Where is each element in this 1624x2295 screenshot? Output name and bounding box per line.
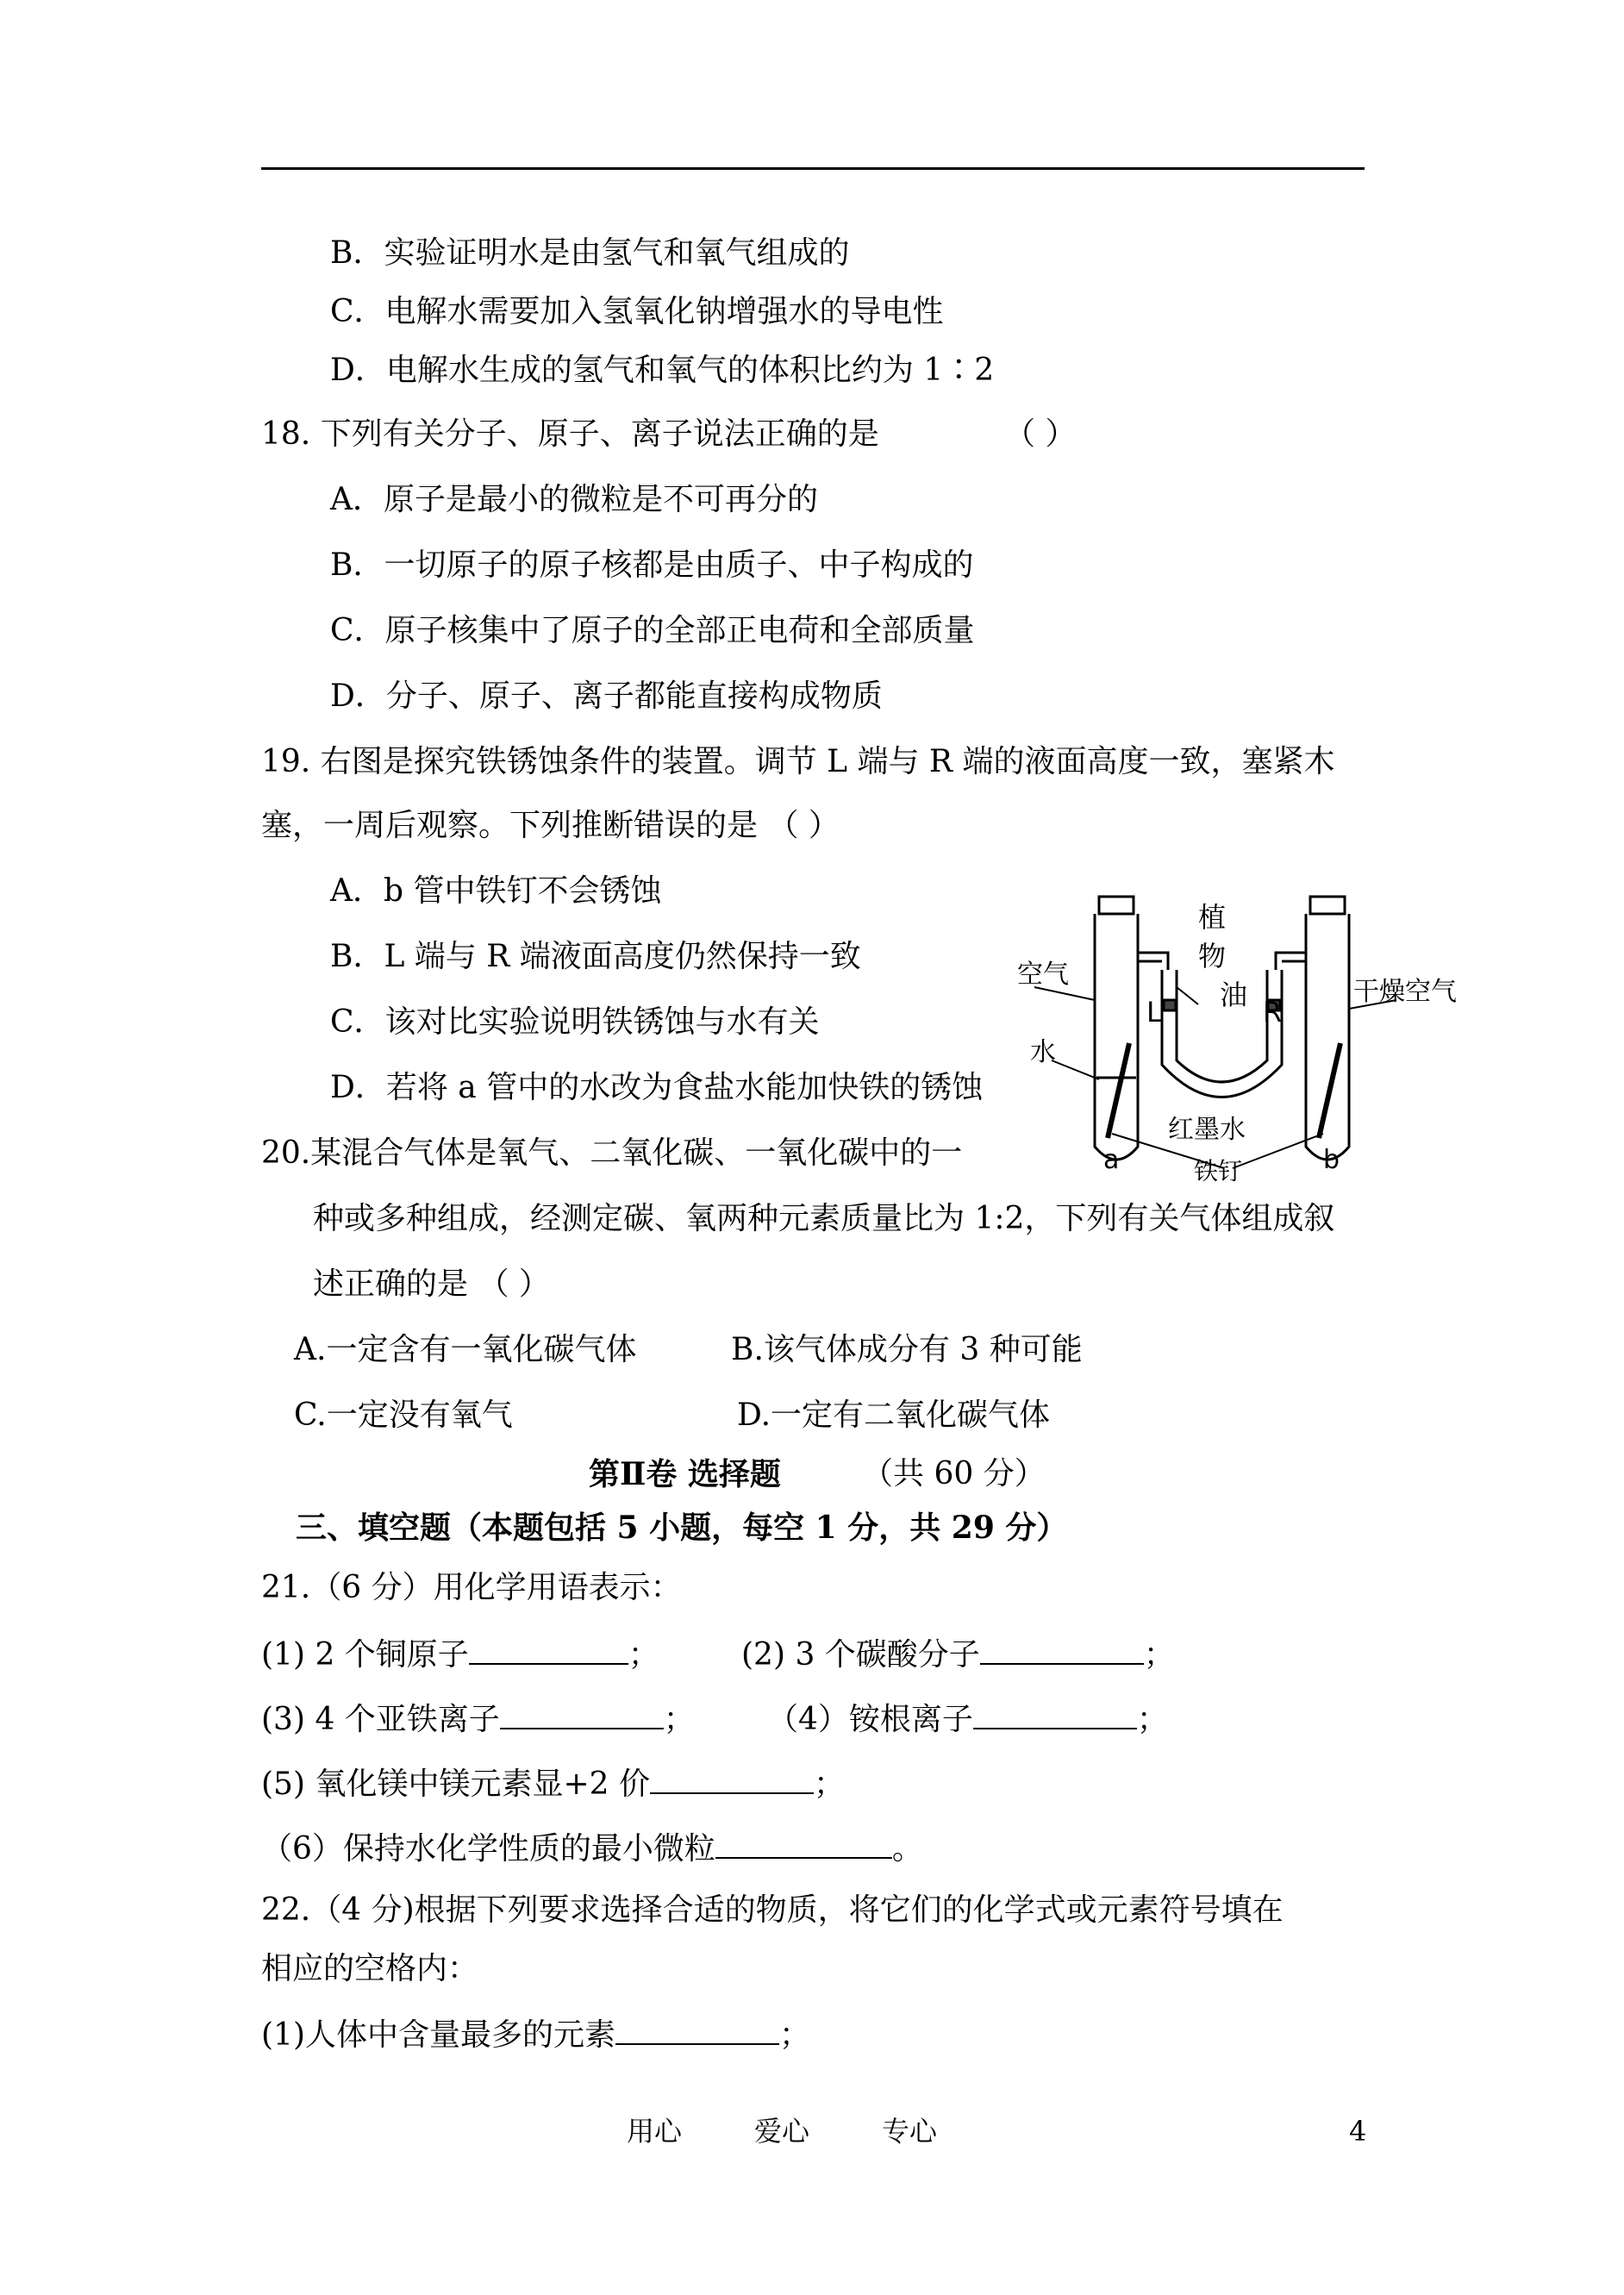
footer-word-2: 爱心 bbox=[754, 2115, 810, 2148]
stopper-a bbox=[1099, 897, 1134, 914]
q21-item2-label: (2) 3 个碳酸分子 bbox=[741, 1637, 980, 1673]
q22-item1 bbox=[261, 2014, 810, 2054]
nail-b bbox=[1319, 1043, 1340, 1138]
q20-option-d: D.一定有二氧化碳气体 bbox=[737, 1398, 1051, 1433]
figure-label-nail: 铁钉 bbox=[1194, 1157, 1243, 1181]
tube-b bbox=[1306, 914, 1349, 1160]
iron-rust-apparatus-figure bbox=[1017, 888, 1465, 1181]
q21-item5-blank[interactable] bbox=[650, 1763, 814, 1794]
q19-option-c: C．该对比实验说明铁锈蚀与水有关 bbox=[330, 1004, 820, 1040]
q17-option-c: C．电解水需要加入氢氧化钠增强水的导电性 bbox=[330, 294, 944, 329]
q20-option-b: B.该气体成分有 3 种可能 bbox=[731, 1332, 1083, 1367]
q21-item1-sep: ； bbox=[628, 1637, 659, 1673]
figure-label-thing: 物 bbox=[1198, 940, 1227, 972]
q21-item4-sep: ； bbox=[1136, 1702, 1168, 1737]
tube-a bbox=[1095, 914, 1138, 1160]
q21-item2-sep: ； bbox=[1143, 1637, 1175, 1673]
connector-right bbox=[1276, 953, 1306, 970]
leader-water bbox=[1052, 1060, 1099, 1079]
q21-item3-sep: ； bbox=[663, 1702, 695, 1737]
q21-item6-label: （6）保持水化学性质的最小微粒 bbox=[261, 1831, 715, 1867]
q22-item1-blank[interactable] bbox=[615, 2014, 779, 2045]
q19-option-a: A．b 管中铁钉不会锈蚀 bbox=[330, 873, 662, 909]
q19-stem-line2: 塞，一周后观察。下列推断错误的是 （ ） bbox=[261, 808, 840, 843]
q21-item1-label: (1) 2 个铜原子 bbox=[261, 1637, 469, 1673]
figure-label-red-ink: 红墨水 bbox=[1168, 1115, 1246, 1145]
q21-item2 bbox=[741, 1634, 1175, 1674]
q18-option-c: C．原子核集中了原子的全部正电荷和全部质量 bbox=[330, 613, 975, 648]
q21-item6-blank[interactable] bbox=[715, 1828, 892, 1859]
q21-item6 bbox=[261, 1828, 923, 1868]
q21-item5 bbox=[261, 1763, 845, 1804]
q21-item3-blank[interactable] bbox=[500, 1698, 664, 1729]
q21-item5-label: (5) 氧化镁中镁元素显+2 价 bbox=[261, 1767, 650, 1802]
q21-item5-sep: ； bbox=[813, 1767, 845, 1802]
figure-label-plant: 植 bbox=[1198, 901, 1227, 934]
q19-stem-line1: 19. 右图是探究铁锈蚀条件的装置。调节 L 端与 R 端的液面高度一致，塞紧木 bbox=[261, 744, 1335, 779]
figure-label-a: a bbox=[1103, 1145, 1120, 1175]
q19-option-d: D．若将 a 管中的水改为食盐水能加快铁的锈蚀 bbox=[330, 1070, 984, 1105]
q17-option-d: D．电解水生成的氢气和氧气的体积比约为 1∶2 bbox=[330, 353, 995, 388]
figure-label-air: 空气 bbox=[1017, 960, 1069, 990]
figure-label-L: L bbox=[1146, 996, 1162, 1029]
connector-left bbox=[1138, 953, 1168, 970]
q20-option-c: C.一定没有氧气 bbox=[294, 1398, 513, 1433]
stopper-b bbox=[1310, 897, 1345, 914]
figure-label-R: R bbox=[1263, 996, 1283, 1029]
q21-item3 bbox=[261, 1698, 695, 1739]
q18-stem: 18. 下列有关分子、原子、离子说法正确的是 bbox=[261, 416, 879, 452]
q22-item1-sep: ； bbox=[779, 2017, 811, 2053]
q21-item1 bbox=[261, 1634, 659, 1674]
q22-item1-label: (1)人体中含量最多的元素 bbox=[261, 2017, 615, 2053]
figure-label-oil: 油 bbox=[1220, 979, 1248, 1011]
q17-option-b: B．实验证明水是由氢气和氧气组成的 bbox=[330, 235, 850, 271]
figure-label-water: 水 bbox=[1030, 1037, 1056, 1067]
q21-item4-blank[interactable] bbox=[973, 1698, 1137, 1729]
leader-oil bbox=[1177, 987, 1198, 1004]
q20-stem-line2: 种或多种组成，经测定碳、氧两种元素质量比为 1:2，下列有关气体组成叙 bbox=[313, 1201, 1335, 1236]
q21-item3-label: (3) 4 个亚铁离子 bbox=[261, 1702, 500, 1737]
figure-label-dry-air: 干燥空气 bbox=[1353, 977, 1457, 1007]
q22-stem-line1: 22.（4 分)根据下列要求选择合适的物质，将它们的化学式或元素符号填在 bbox=[261, 1892, 1284, 1928]
q19-option-b: B．L 端与 R 端液面高度仍然保持一致 bbox=[330, 939, 861, 974]
footer-word-3: 专心 bbox=[882, 2115, 938, 2148]
q21-item4-label: （4）铵根离子 bbox=[767, 1702, 973, 1737]
section2-title: 第Ⅱ卷 选择题 bbox=[589, 1456, 781, 1492]
q21-item2-blank[interactable] bbox=[980, 1634, 1144, 1665]
q22-stem-line2: 相应的空格内： bbox=[261, 1951, 479, 1986]
q21-stem: 21.（6 分）用化学用语表示： bbox=[261, 1570, 682, 1605]
q20-option-a: A.一定含有一氧化碳气体 bbox=[294, 1332, 637, 1367]
header-rule bbox=[261, 167, 1365, 170]
q20-stem-line3: 述正确的是 （ ） bbox=[313, 1266, 550, 1302]
nail-a bbox=[1108, 1043, 1129, 1138]
footer-word-1: 用心 bbox=[627, 2115, 683, 2148]
q18-option-a: A．原子是最小的微粒是不可再分的 bbox=[330, 482, 818, 517]
q21-item1-blank[interactable] bbox=[469, 1634, 628, 1665]
q21-item6-end: 。 bbox=[891, 1831, 923, 1867]
section2-score: （共 60 分） bbox=[862, 1456, 1046, 1491]
oil-layer-left bbox=[1164, 1000, 1176, 1010]
q21-item4 bbox=[767, 1698, 1168, 1739]
q18-option-b: B．一切原子的原子核都是由质子、中子构成的 bbox=[330, 547, 974, 583]
figure-label-b: b bbox=[1323, 1145, 1340, 1175]
page-number: 4 bbox=[1349, 2115, 1367, 2148]
q20-stem-line1: 20.某混合气体是氧气、二氧化碳、一氧化碳中的一 bbox=[261, 1135, 963, 1171]
part3-heading: 三、填空题（本题包括 5 小题，每空 1 分，共 29 分） bbox=[296, 1510, 1068, 1546]
q18-answer-paren: （ ） bbox=[1004, 416, 1077, 452]
q18-option-d: D．分子、原子、离子都能直接构成物质 bbox=[330, 678, 883, 714]
